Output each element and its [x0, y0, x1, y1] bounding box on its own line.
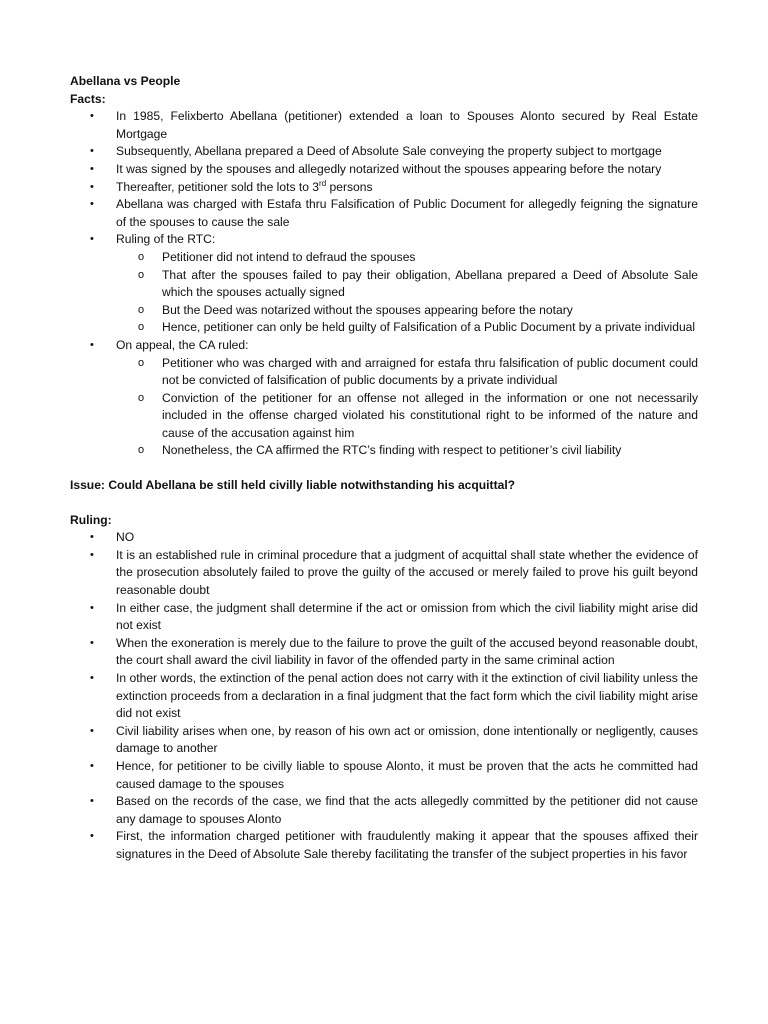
- bullet-icon: •: [90, 601, 94, 614]
- document-page: [70, 73, 698, 864]
- sub-list-item: [116, 442, 698, 460]
- list-item: [70, 337, 698, 460]
- sub-item-text: Petitioner did not intend to defraud the spouses: [162, 249, 416, 264]
- bullet-icon: •: [90, 830, 94, 843]
- ruling-text: NO: [116, 530, 135, 545]
- sub-item-text: Conviction of the petitioner for an offense not alleged in the information or one not necessarily included in the offense charged violated his constitutional right to be informed of the nature and cause of the accusation against him: [162, 390, 698, 440]
- list-item: [70, 828, 698, 863]
- bullet-icon: •: [90, 548, 94, 561]
- facts-heading: Facts:: [70, 91, 106, 106]
- bullet-icon: •: [90, 724, 94, 737]
- bullet-icon: •: [90, 795, 94, 808]
- circle-bullet-icon: o: [138, 444, 145, 457]
- sub-list-item: [116, 319, 698, 337]
- bullet-icon: •: [90, 338, 94, 351]
- bullet-icon: •: [90, 198, 94, 211]
- bullet-icon: •: [90, 145, 94, 158]
- circle-bullet-icon: o: [138, 303, 145, 316]
- spacer: [70, 460, 698, 477]
- bullet-icon: •: [90, 233, 94, 246]
- fact-text: Ruling of the RTC:: [116, 232, 216, 247]
- bullet-icon: •: [90, 672, 94, 684]
- sub-item-text: Nonetheless, the CA affirmed the RTC’s finding with respect to petitioner’s civil liability: [162, 443, 622, 458]
- sub-item-text: That after the spouses failed to pay their obligation, Abellana prepared a Deed of Absolute Sale which the spouses actually signed: [162, 267, 698, 300]
- list-item: [70, 108, 698, 143]
- fact-text-main: Thereafter, petitioner sold the lots to 3: [116, 179, 320, 194]
- list-item: [70, 231, 698, 337]
- fact-text: On appeal, the CA ruled:: [116, 337, 249, 352]
- bullet-icon: •: [90, 636, 94, 649]
- ca-ruling-list: [116, 355, 698, 461]
- ruling-text: In either case, the judgment shall determine if the act or omission from which the civil liability might arise did not exist: [116, 600, 698, 633]
- ruling-text: When the exoneration is merely due to the failure to prove the guilt of the accused beyond reasonable doubt, the court shall award the civil liability in favor of the offended party in the same criminal action: [116, 635, 698, 668]
- list-item: [70, 635, 698, 670]
- bullet-icon: •: [90, 531, 94, 544]
- ruling-heading: Ruling:: [70, 512, 112, 527]
- bullet-icon: •: [90, 110, 94, 123]
- fact-text: Subsequently, Abellana prepared a Deed of Absolute Sale conveying the property subject to mortgage: [116, 144, 662, 159]
- ruling-text: First, the information charged petitioner with fraudulently making it appear that the spouses affixed their signatures in the Deed of Absolute Sale thereby facilitating the transfer of the subject properties in his favor: [116, 829, 698, 861]
- sub-list-item: [116, 249, 698, 267]
- list-item: [70, 143, 698, 161]
- list-item: [70, 161, 698, 179]
- list-item: [70, 793, 698, 828]
- ruling-text: Hence, for petitioner to be civilly liable to spouse Alonto, it must be proven that the acts he committed had caused damage to the spouses: [116, 758, 698, 791]
- fact-text: Abellana was charged with Estafa thru Falsification of Public Document for allegedly feigning the signature of the spouses to cause the sale: [116, 197, 698, 229]
- ruling-text: It is an established rule in criminal procedure that a judgment of acquittal shall state whether the evidence of the prosecution absolutely failed to prove the guilty of the accused or merely failed to prove his guilt beyond reasonable doubt: [116, 547, 698, 598]
- list-item: [70, 670, 698, 723]
- ruling-text: In other words, the extinction of the penal action does not carry with it the extinction of civil liability unless the extinction proceeds from a declaration in a final judgment that the fact form which the civil liability might arise did not exist: [116, 671, 698, 721]
- list-item: [70, 547, 698, 600]
- bullet-icon: •: [90, 162, 94, 175]
- fact-text: It was signed by the spouses and allegedly notarized without the spouses appearing before the notary: [116, 161, 662, 176]
- ruling-text: Based on the records of the case, we find that the acts allegedly committed by the petitioner did not cause any damage to spouses Alonto: [116, 794, 698, 826]
- ruling-text: Civil liability arises when one, by reason of his own act or omission, done intentionally or negligently, causes damage to another: [116, 723, 698, 756]
- document-title: Abellana vs People: [70, 74, 181, 88]
- ruling-list: [70, 529, 698, 863]
- fact-text-tail: persons: [326, 179, 373, 194]
- sub-list-item: [116, 390, 698, 443]
- sub-item-text: Hence, petitioner can only be held guilty of Falsification of a Public Document by a private individual: [162, 320, 696, 335]
- list-item: [70, 758, 698, 793]
- circle-bullet-icon: o: [138, 321, 145, 334]
- list-item: [70, 179, 698, 197]
- sub-item-text: But the Deed was notarized without the spouses appearing before the notary: [162, 302, 573, 317]
- issue-statement: Issue: Could Abellana be still held civilly liable notwithstanding his acquittal?: [70, 478, 516, 493]
- list-item: [70, 600, 698, 635]
- rtc-ruling-list: [116, 249, 698, 337]
- facts-list: [70, 108, 698, 460]
- list-item: [70, 529, 698, 547]
- ordinal-suffix: rd: [319, 178, 327, 188]
- spacer: [70, 495, 698, 512]
- sub-list-item: [116, 267, 698, 302]
- sub-list-item: [116, 302, 698, 320]
- sub-item-text: Petitioner who was charged with and arraigned for estafa thru falsification of public document could not be convicted of falsification of public documents by a private individual: [162, 355, 698, 388]
- fact-text: [116, 179, 698, 197]
- list-item: [70, 196, 698, 231]
- fact-text: In 1985, Felixberto Abellana (petitioner) extended a loan to Spouses Alonto secured by Real Estate Mortgage: [116, 109, 698, 141]
- circle-bullet-icon: o: [138, 250, 145, 263]
- bullet-icon: •: [90, 180, 94, 193]
- list-item: [70, 723, 698, 758]
- circle-bullet-icon: o: [138, 356, 145, 369]
- circle-bullet-icon: o: [138, 268, 145, 281]
- sub-list-item: [116, 355, 698, 390]
- bullet-icon: •: [90, 759, 94, 772]
- circle-bullet-icon: o: [138, 391, 145, 404]
